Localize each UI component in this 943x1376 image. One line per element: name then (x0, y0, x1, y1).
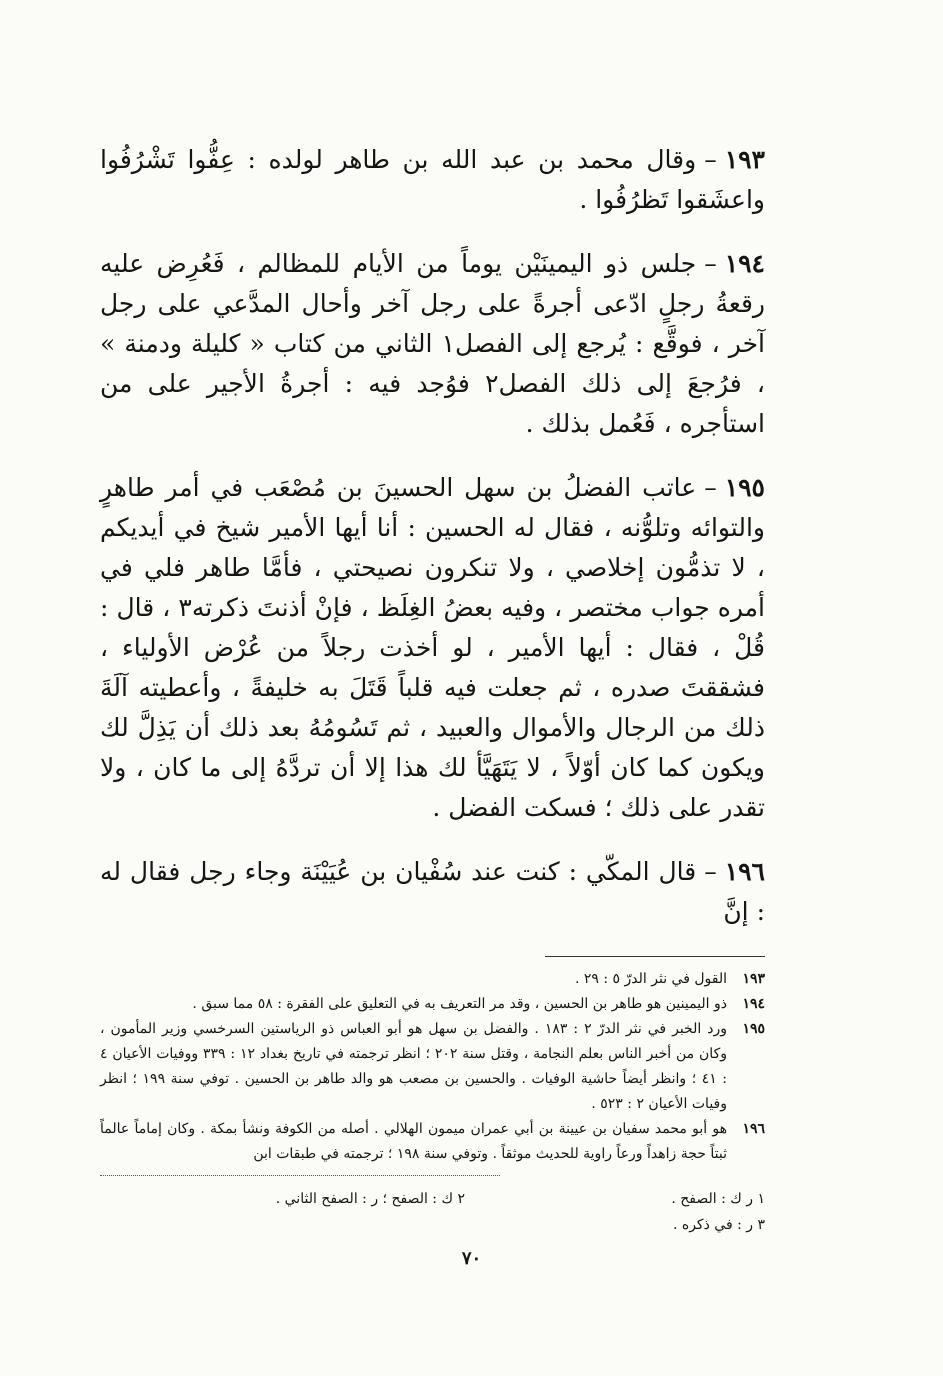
paragraph-number: ١٩٤ (724, 249, 765, 278)
paragraph-number: ١٩٦ (724, 857, 765, 886)
variant-note: ١ ر ك : الصفح . (671, 1191, 765, 1207)
paragraph-193: ١٩٣–وقال محمد بن عبد الله بن طاهر لولده : عِفُّوا تَشْرُفُوا واعشَقوا تَظرُفُوا . (100, 145, 765, 214)
footnote-text: ذو اليمينين هو طاهر بن الحسين ، وقد مر التعريف به في التعليق على الفقرة : ٥٨ مما سبق . (192, 996, 727, 1012)
variant-notes-divider (100, 1175, 500, 1176)
paragraph-text: قال المكّي : كنت عند سُفْيان بن عُيَيْنَة وجاء رجل فقال له : إنَّ (100, 857, 765, 926)
paragraph-number: ١٩٣ (724, 145, 765, 174)
footnote-divider (545, 956, 765, 957)
footnote-number: ١٩٥ (742, 1021, 765, 1037)
variant-notes-row (100, 1186, 765, 1212)
footnote-number: ١٩٤ (742, 996, 765, 1012)
footnote-number: ١٩٦ (742, 1121, 765, 1137)
page-body (100, 140, 765, 1238)
page-number: ٧٠ (461, 1248, 482, 1269)
paragraph-text: جلس ذو اليمينَيْن يوماً من الأيام للمظالم ، فَعُرِض عليه رقعةُ رجلٍ ادّعى أجرةً على رجل آخر وأحال المدَّعي على رجل آخر ، فوقَّع : يُرجع إلى الفصل١ الثاني من كتاب « كليلة ودمنة » ، فرُجعَ إلى ذلك الفصل٢ فوُجد فيه : أجرةُ الأجير على من استأجره ، فَعُمل بذلك . (100, 249, 765, 438)
paragraph-196: ١٩٦–قال المكّي : كنت عند سُفْيان بن عُيَيْنَة وجاء رجل فقال له : إنَّ (100, 857, 765, 926)
footnote-number: ١٩٣ (742, 971, 765, 987)
paragraph-number: ١٩٥ (724, 473, 765, 502)
variant-note: ٢ ك : الصفح ؛ ر : الصفح الثاني . (275, 1191, 465, 1207)
paragraph-text: عاتب الفضلُ بن سهل الحسينَ بن مُصْعَب في أمر طاهرٍ والتوائه وتلوُّنه ، فقال له الحسين : أنا أيها الأمير شيخ في أيديكم ، لا تذمُّون إخلاصي ، ولا تنكرون نصيحتي ، فأمَّا طاهر فلي في أمره جواب مختصر ، وفيه بعضُ الغِلَظ ، فإنْ أذنتَ ذكرته٣ ، قال : قُلْ ، فقال : أيها الأمير ، لو أخذت رجلاً من عُرْض الأولياء ، فشققتَ صدره ، ثم جعلت فيه قلباً قَتَلَ به خليفةً ، وأعطيته آلَةَ ذلك من الرجال والأموال والعبيد ، ثم تَسُومُهُ بعد ذلك أن يَذِلَّ لك ويكون كما كان أوّلاً ، لا يَتَهَيَّأ لك هذا إلا أن تردَّهُ إلى ما كان ، ولا تقدر على ذلك ؛ فسكت الفضل . (100, 473, 765, 822)
footnote-text: هو أبو محمد سفيان بن عيينة بن أبي عمران ميمون الهلالي . أصله من الكوفة ونشأ بمكة . وكان إماماً عالماً ثبتاً حجة زاهداً ورعاً راوية للحديث موثقاً . وتوفي سنة ١٩٨ ؛ ترجمته في طبقات ابن (100, 1121, 727, 1162)
variant-note (165, 1212, 465, 1238)
paragraph-text: وقال محمد بن عبد الله بن طاهر لولده : عِفُّوا تَشْرُفُوا واعشَقوا تَظرُفُوا . (100, 145, 765, 214)
main-text (100, 140, 765, 932)
footnote-text: القول في نثر الدرّ ٥ : ٢٩ . (574, 971, 727, 987)
footnote-text: ورد الخبر في نثر الدرّ ٢ : ١٨٣ . والفضل بن سهل هو أبو العباس ذو الرياستين السرخسي وزير المأمون ، وكان من أخبر الناس بعلم النجامة ، وقتل سنة ٢٠٢ ؛ انظر ترجمته في تاريخ بغداد ١٢ : ٣٣٩ ووفيات الأعيان ٤ : ٤١ ؛ وانظر أيضاً حاشية الوفيات . والحسين بن مصعب هو والد طاهر بن الحسين . توفي سنة ١٩٩ ؛ انظر وفيات الأعيان ٢ : ٥٢٣ . (100, 1021, 728, 1112)
paragraph-195: ١٩٥–عاتب الفضلُ بن سهل الحسينَ بن مُصْعَب في أمر طاهرٍ والتوائه وتلوُّنه ، فقال له الحسين : أنا أيها الأمير شيخ في أيديكم ، لا تذمُّون إخلاصي ، ولا تنكرون نصيحتي ، فأمَّا طاهر فلي في أمره جواب مختصر ، وفيه بعضُ الغِلَظ ، فإنْ أذنتَ ذكرته٣ ، قال : قُلْ ، فقال : أيها الأمير ، لو أخذت رجلاً من عُرْض الأولياء ، فشققتَ صدره ، ثم جعلت فيه قلباً قَتَلَ به خليفةً ، وأعطيته آلَةَ ذلك من الرجال والأموال والعبيد ، ثم تَسُومُهُ بعد ذلك أن يَذِلَّ لك ويكون كما كان أوّلاً ، لا يَتَهَيَّأ لك هذا إلا أن تردَّهُ إلى ما كان ، ولا تقدر على ذلك ؛ فسكت الفضل . (100, 473, 765, 822)
footnotes (100, 967, 765, 1167)
variant-note: ٣ ر : في ذكره . (672, 1217, 765, 1233)
paragraph-194: ١٩٤–جلس ذو اليمينَيْن يوماً من الأيام للمظالم ، فَعُرِض عليه رقعةُ رجلٍ ادّعى أجرةً على رجل آخر وأحال المدَّعي على رجل آخر ، فوقَّع : يُرجع إلى الفصل١ الثاني من كتاب « كليلة ودمنة » ، فرُجعَ إلى ذلك الفصل٢ فوُجد فيه : أجرةُ الأجير على من استأجره ، فَعُمل بذلك . (100, 249, 765, 438)
footnote-193 (100, 967, 765, 992)
footnote-196 (100, 1117, 765, 1167)
variant-notes-row (100, 1212, 765, 1238)
footnote-195 (100, 1017, 765, 1117)
variant-notes (100, 1186, 765, 1238)
footnote-194 (100, 992, 765, 1017)
